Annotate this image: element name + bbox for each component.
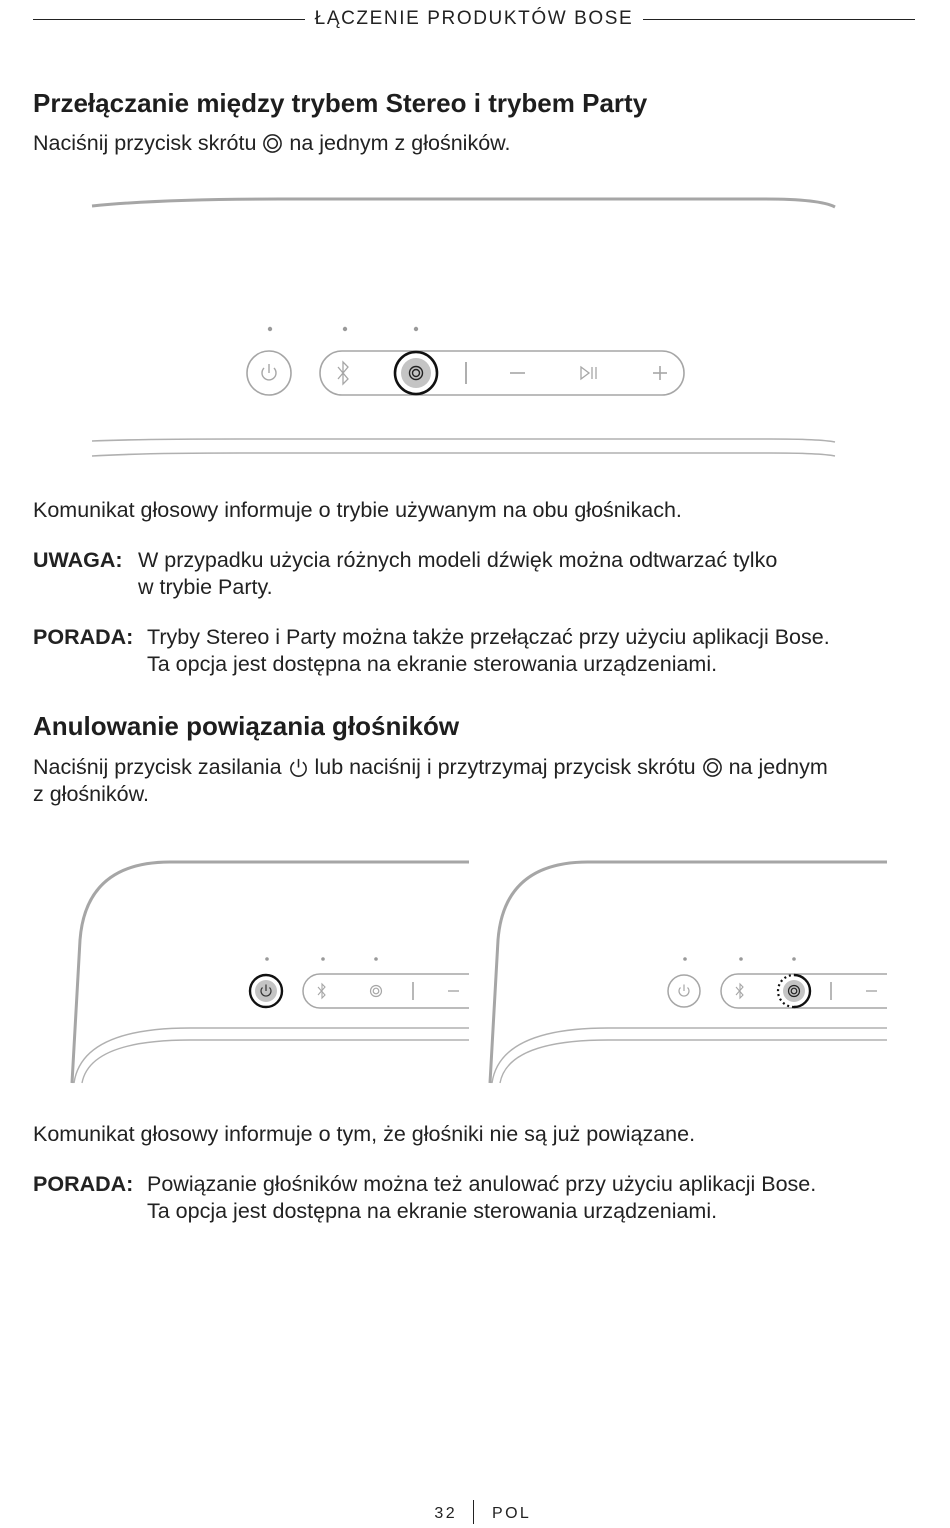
- speaker-base-curve: [492, 1028, 887, 1083]
- speaker-bottom-edge-upper: [92, 439, 835, 442]
- power-button-highlighted: [250, 975, 282, 1007]
- shortcut-icon: [371, 986, 382, 997]
- section-heading-stereo-party: Przełączanie między trybem Stereo i trybem Party: [33, 88, 648, 118]
- tip-text-line2: Ta opcja jest dostępna na ekranie sterowania urządzeniami.: [147, 652, 718, 676]
- speaker-base-curve: [500, 1040, 887, 1083]
- button-strip: [320, 351, 684, 395]
- language-code: POL: [492, 1505, 532, 1522]
- bluetooth-icon: [338, 362, 348, 384]
- page-number: 32: [434, 1505, 457, 1522]
- speaker-corner-figure-power: [60, 850, 470, 1090]
- tip-label: PORADA:: [33, 1172, 134, 1196]
- speaker-bottom-edge-lower: [92, 453, 835, 456]
- section1-instruction: [33, 130, 913, 157]
- instruction-part2: lub naciśnij i przytrzymaj przycisk skrótu: [314, 755, 696, 779]
- running-header: [33, 6, 915, 32]
- instruction-text-after: na jednym z głośników.: [289, 131, 511, 155]
- instruction-line2: z głośników.: [33, 782, 149, 806]
- header-title: ŁĄCZENIE PRODUKTÓW BOSE: [314, 8, 634, 29]
- instruction-text-before: Naciśnij przycisk skrótu: [33, 131, 257, 155]
- voice-prompt-mode-text: Komunikat głosowy informuje o trybie używanym na obu głośnikach.: [33, 498, 682, 522]
- bluetooth-icon: [736, 984, 743, 998]
- voice-prompt-unpaired-text: Komunikat głosowy informuje o tym, że głośniki nie są już powiązane.: [33, 1122, 696, 1146]
- tip-label: PORADA:: [33, 625, 134, 649]
- tip-text-line2: Ta opcja jest dostępna na ekranie sterowania urządzeniami.: [147, 1199, 718, 1223]
- play-pause-icon: [581, 367, 596, 379]
- speaker-control-panel-figure: [80, 190, 850, 470]
- power-button: [247, 351, 291, 395]
- shortcut-icon: [262, 133, 283, 154]
- note-text-line2: w trybie Party.: [138, 575, 273, 599]
- shortcut-button-highlighted: [778, 975, 810, 1007]
- indicator-dot: [414, 327, 418, 331]
- tip-text-line1: Tryby Stereo i Party można także przełączać przy użyciu aplikacji Bose.: [147, 625, 830, 649]
- indicator-dot: [268, 327, 272, 331]
- power-icon: [262, 364, 276, 380]
- page-footer: [0, 1500, 950, 1528]
- shortcut-icon: [702, 757, 723, 778]
- power-button: [668, 975, 700, 1007]
- instruction-part3: na jednym: [728, 755, 828, 779]
- instruction-part1: Naciśnij przycisk zasilania: [33, 755, 282, 779]
- section-heading-unpair: Anulowanie powiązania głośników: [33, 711, 460, 741]
- speaker-top-edge: [92, 199, 835, 207]
- tip-text-line1: Powiązanie głośników można też anulować przy użyciu aplikacji Bose.: [147, 1172, 817, 1196]
- note-text-line1: W przypadku użycia różnych modeli dźwięk można odtwarzać tylko: [138, 548, 778, 572]
- speaker-base-curve: [82, 1040, 469, 1083]
- volume-up-icon: [653, 366, 667, 380]
- speaker-corner-figure-shortcut: [478, 850, 888, 1090]
- speaker-outline: [72, 862, 469, 1083]
- shortcut-button-highlighted: [395, 352, 437, 394]
- section2-instruction: [33, 754, 913, 808]
- header-rule-left: [33, 19, 305, 20]
- power-icon: [288, 757, 309, 778]
- speaker-base-curve: [74, 1028, 469, 1083]
- speaker-outline: [490, 862, 887, 1083]
- button-strip: [303, 974, 469, 1008]
- bluetooth-icon: [318, 984, 325, 998]
- indicator-dot: [343, 327, 347, 331]
- footer-divider: [473, 1500, 474, 1524]
- header-rule-right: [643, 19, 915, 20]
- note-label: UWAGA:: [33, 548, 123, 572]
